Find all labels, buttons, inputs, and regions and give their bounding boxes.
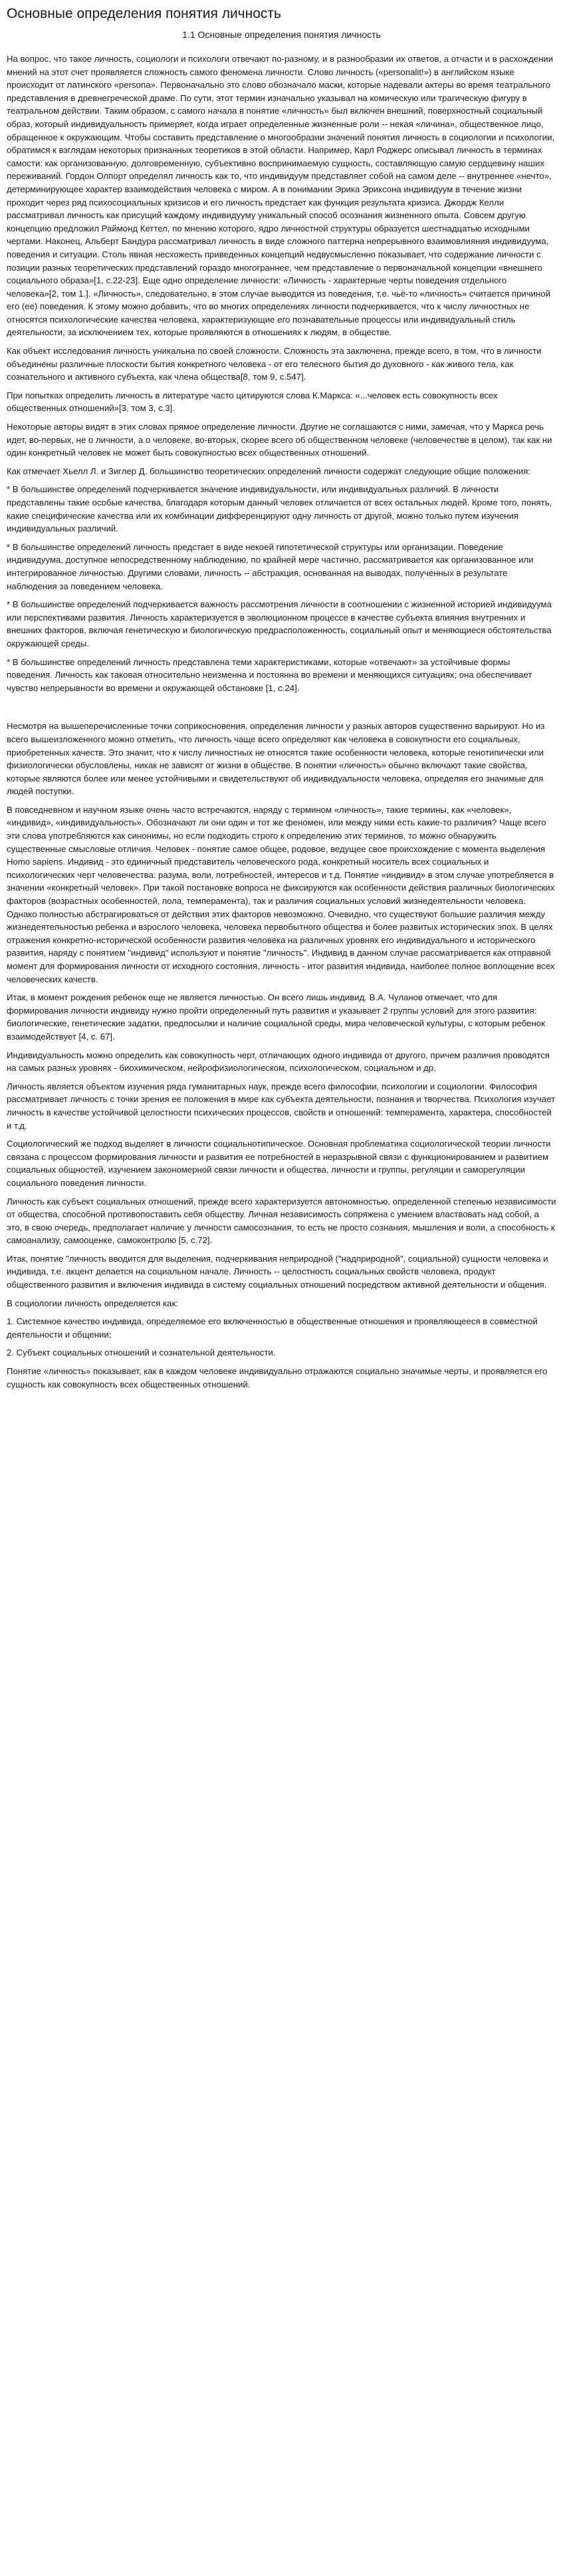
list-item: * В большинстве определений личность представлена теми характеристиками, которые «отвечают» за устойчивые формы поведения. Личность как таковая относительно неизменна и постоянна во времени и меняющихся ситуациях; она обеспечивает чувство непрерывности во времени и окружающей обстановке [1, с.24]. <box>7 656 532 693</box>
paragraph: Несмотря на вышеперечисленные точки соприкосновения, определения личности у разных авторов существенно варьируют. Но из всего вышеизложенного можно отметить, что личность чаще всего определяют как человека в совокупности его социальных, приобретенных качеств. Это значит, что к числу личностных не относятся такие особенности человека, которые генотипически или физиологически обусловлены, никак не зависят от жизни в обществе. В понятии «личность» обычно включают такие свойства, которые являются более или менее устойчивыми и свидетельствуют об индивидуальности человека, определяя его значимые для людей поступки. <box>7 721 545 797</box>
paragraph: Как объект исследования личность уникальна по своей сложности. Сложность эта заключена, прежде всего, в том, что в личности объединены различные плоскости бытия конкретного человека - от его телесного бытия до духовного - как живого тела, как сознательного и активного субъекта, как члена общества[8, том 9, с.547]. <box>7 346 542 382</box>
paragraph: Некоторые авторы видят в этих словах прямое определение личности. Другие не соглашаются с ними, замечая, что у Маркса речь идет, во-первых, не о личности, а о человеке, во-вторых, скорее всего об общественном человеке (человечестве в целом), так как ни один конкретный человек не может быть совокупностью всех общественных отношений. <box>7 422 552 458</box>
paragraph: Итак, понятие "личность вводится для выделения, подчеркивания неприродной ("надприродной", социальной) сущности человека и индивида, т.е. акцент делается на социальном начале. Личность -- целостность социальных свойств человека, продукт общественного развития и включения индивида в систему социальных отношений посредством активной деятельности и общения. <box>7 1253 548 1290</box>
list-item: 2. Субъект социальных отношений и сознательной деятельности. <box>7 1348 276 1358</box>
paragraph: На вопрос, что такое личность, социологи и психологи отвечают по-разному, и в разнообразии их ответов, а отчасти и в расхождении мнений на этот счет проявляется сложность самого феномена личности. Слово личность («personalit!») в английском языке происходит от латинского «persona». Первоначально это слово обозначало маски, которые надевали актеры во время театрального представления в древнегреческой драме. По сути, этот термин изначально указывал на комическую или трагическую фигуру в театральном действии. Таким образом, с самого начала в понятие «личность» был включен внешний, поверхностный социальный образ, который индивидуальность примеряет, когда играет определенные жизненные роли -- некая «личина», общественное лицо, обращенное к окружающим. Чтобы составить представление о многообразии значений понятия личность в социологии и психологии, обратимся к взглядам некоторых признанных теоретиков в этой области. Например, Карл Роджерс описывал личность в терминах самости: как организованную, долговременную, субъективно воспринимаемую сущность, составляющую самую сердцевину наших переживаний. Гордон Олпорт определял личность как то, что индивидуум представляет собой на самом деле -- внутреннее «нечто», детерминирующее характер взаимодействия человека с миром. А в понимании Эрика Эриксона индивидуум в течение жизни проходит через ряд психосоциальных кризисов и его личность предстает как функция результата кризиса. Джордж Келли рассматривал личность как присущий каждому индивидууму уникальный способ осознания жизненного опыта. Совсем другую концепцию предложил Раймонд Кеттел, по мнению которого, ядро личностной структуры образуется шестнадцатью исходными чертами. Наконец, Альберт Бандура рассматривал личность в виде сложного паттерна непрерывного взаимовлияния индивидуума, поведения и ситуации. Столь явная несхожесть приведенных концепций недвусмысленно показывает, что содержание личности с позиции разных теоретических представлений гораздо многограннее, чем представление о первоначальной концепции «внешнего социального образа»[1, с.22-23]. Еще одно определение личности: «Личность - характерные черты поведения отдельного человека»[2, том 1.]. «Личность», следовательно, в этом случае выводится из поведения, т.е. чьё-то «личность» считается причиной его (ее) поведения. К этому можно добавить, что во многих определениях личности подчеркивается, что к числу личностных не относятся психологические качества человека, характеризующие его познавательные процессы или индивидуальный стиль деятельности, за исключением тех, которые проявляются в отношениях к людям, в обществе. <box>7 54 555 338</box>
paragraph: Как отмечает Хьелл Л. и Зиглер Д. большинство теоретических определений личности содержат следующие общие положения: <box>7 466 531 476</box>
paragraph: Итак, в момент рождения ребенок еще не является личностью. Он всего лишь индивид. В.А. Чуланов отмечает, что для формирования личности индивиду нужно пройти определенный путь развития и указывает 2 группы условий для этого развития: биологические, генетические задатки, предпосылки и наличие социальной среды, мира человеческой культуры, с которым ребенок взаимодействует [4, с. 67]. <box>7 992 545 1042</box>
paragraph: Индивидуальность можно определить как совокупность черт, отличающих одного индивида от другого, причем различия проводятся на самых разных уровнях - биохимическом, нейрофизиологическом, психологическом, социальном и др. <box>7 1050 550 1073</box>
section-heading: 1.1 Основные определения понятия личность <box>182 29 381 40</box>
list-item: * В большинстве определений подчеркивается важность рассмотрения личности в соотношении с жизненной историей индивидуума или перспективами развития. Личность характеризуется в эволюционном процессе в качестве субъекта влияния внутренних и внешних факторов, включая генетическую и биологическую предрасположенность, социальный опыт и меняющиеся обстоятельства окружающей среды. <box>7 599 552 648</box>
list-item: 1. Системное качество индивида, определяемое его включенностью в общественные отношения и проявляющееся в совместной деятельности и общении; <box>7 1316 538 1340</box>
paragraph: Социологический же подход выделяет в личности социальнотипическое. Основная проблематика социологической теории личности связана с процессом формирования личности и развития ее потребностей в неразрывной связи с функционированием и развитием социальных общностей, изучением закономерной связи личности и общества, личности и группы, регуляции и саморегуляции социального поведения личности. <box>7 1139 551 1188</box>
paragraph: В социологии личность определяется как: <box>7 1298 178 1308</box>
page-title: Основные определения понятия личность <box>7 6 281 21</box>
list-item: * В большинстве определений подчеркивается значение индивидуальности, или индивидуальных различий. В личности представлены такие особые качества, благодаря которым данный человек отличается от всех остальных людей. Кроме того, понять, какие специфические качества или их комбинации дифференцируют одну личность от другой, можно только путем изучения индивидуальных различий. <box>7 484 552 534</box>
paragraph: Личность как субъект социальных отношений, прежде всего характеризуется автономностью, определенной степенью независимости от общества, способной противопоставить себя обществу. Личная независимость сопряжена с умением властвовать над собой, а это, в свою очередь, предполагает наличие у личности самосознания, то есть не просто сознания, мышления и воли, а способность к самоанализу, самооценке, самоконтролю [5, с.72]. <box>7 1196 556 1246</box>
paragraph: При попытках определить личность в литературе часто цитируются слова К.Маркса: «...человек есть совокупность всех общественных отношений»[3, том 3, с.3]. <box>7 390 498 414</box>
list-item: * В большинстве определений личность предстает в виде некоей гипотетической структуры или организации. Поведение индивидуума, доступное непосредственному наблюдению, по крайней мере частично, рассматривается как организованное или интегрированное личностью. Другими словами, личность -- абстракция, основанная на выводах, полученных в результате наблюдения за поведением человека. <box>7 541 534 591</box>
paragraph: Личность является объектом изучения ряда гуманитарных наук, прежде всего философии, психологии и социологии. Философия рассматривает личность с точки зрения ее положения в мире как субъекта деятельности, познания и творчества. Психология изучает личность в качестве устойчивой целостности психических процессов, свойств и отношений: темперамента, характера, способностей и т.д. <box>7 1081 556 1131</box>
paragraph: Понятие «личность» показывает, как в каждом человеке индивидуально отражаются социально значимые черты, и проявляется его сущность как совокупность всех общественных отношений. <box>7 1366 548 1389</box>
paragraph: В повседневном и научном языке очень часто встречаются, наряду с термином «личность», такие термины, как «человек», «индивид», «индивидуальность». Обозначают ли они один и тот же феномен, или между ними есть какие-то различия? Чаще всего эти слова употребляются как синонимы, но если подходить строго к определению этих терминов, то можно обнаружить существенные смысловые отличия. Человек - понятие самое общее, родовое, ведущее свое происхождение с момента выделения Homo sapiens. Индивид - это единичный представитель человеческого рода, конкретный носитель всех социальных и психологических черт человечества: разума, воли, потребностей, интересов и т.д. Понятие «индивид» в этом случае употребляется в значении «конкретный человек». При такой постановке вопроса не фиксируются как особенности действия различных биологических факторов (возрастных особенностей, пола, темперамента), так и различия социальных условий жизнедеятельности человека. Однако полностью абстрагироваться от действия этих факторов невозможно. Очевидно, что существуют большие различия между жизнедеятельностью ребенка и взрослого человека, человека первобытного общества и более развитых исторических эпох. В целях отражения конкретно-исторической особенности развития человека на различных уровнях его индивидуального и исторического развития, наряду с понятием "индивид" используют и понятие "личность". Индивид в данном случае рассматривается как отправной момент для формирования личности от исходного состояния, личность - итог развития индивида, наиболее полное воплощение всех человеческих качеств. <box>7 804 555 984</box>
